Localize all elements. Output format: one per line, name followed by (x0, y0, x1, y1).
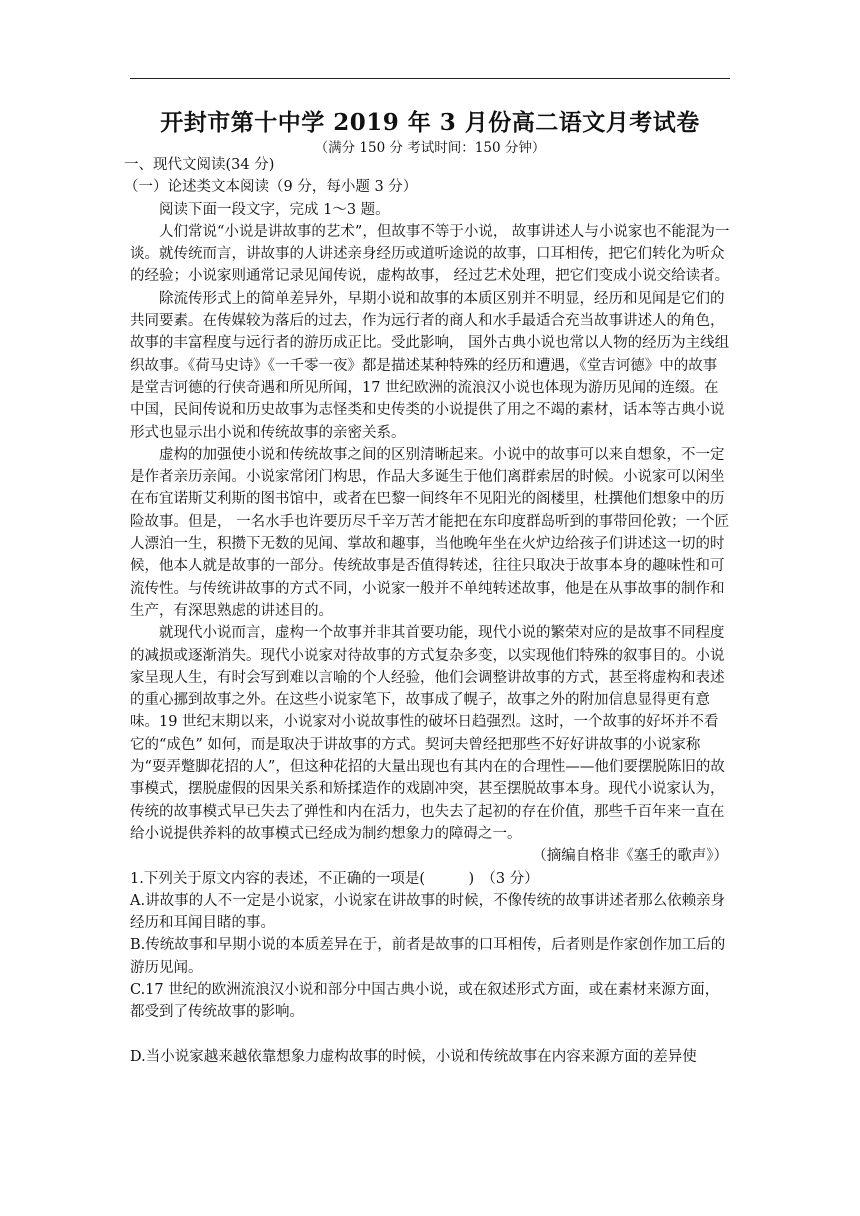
passage-paragraph-3: 虚构的加强使小说和传统故事之间的区别清晰起来。小说中的故事可以来自想象，不一定是作者亲历亲闻。小说家常闭门构思，作品大多诞生于他们离群索居的时候。小说家可以闲坐在布宜诺斯艾利斯的图书馆中，或者在巴黎一间终年不见阳光的阁楼里，杜撰他们想象中的历险故事。但是， 一名水手也许要历尽千辛万苦才能把在东印度群岛听到的事带回伦敦；一个匠人漂泊一生，积攒下无数的见闻、掌故和趣事，当他晚年坐在火炉边给孩子们讲述这一切的时候，他本人就是故事的一部分。传统故事是否值得转述，往往只取决于故事本身的趣味性和可流传性。与传统讲故事的方式不同，小说家一般并不单纯转述故事，他是在从事故事的制作和生产，有深思熟虑的讲述目的。 (130, 446, 730, 619)
exam-subtitle: （满分 150 分 考试时间：150 分钟） (314, 140, 546, 156)
question-1-option-c: C.17 世纪的欧洲流浪汉小说和部分中国古典小说，或在叙述形式方面，或在素材来源方面，都受到了传统故事的影响。 (130, 981, 720, 1021)
section-subheading: （一）论述类文本阅读（9 分，每小题 3 分） (124, 179, 418, 196)
question-1-stem: 1.下列关于原文内容的表述，不正确的一项是( ) （3 分） (130, 870, 539, 887)
reading-instruction: 阅读下面一段文字，完成 1～3 题。 (159, 201, 390, 218)
question-1-option-b: B.传统故事和早期小说的本质差异在于，前者是故事的口耳相传，后者则是作家创作加工后的游历见闻。 (130, 937, 726, 976)
passage-paragraph-1: 人们常说“小说是讲故事的艺术”，但故事不等于小说， 故事讲述人与小说家也不能混为一谈。就传统而言，讲故事的人讲述亲身经历或道听途说的故事，口耳相传，把它们转化为听众的经验；小说家则通常记录见闻传说，虚构故事， 经过艺术处理，把它们变成小说交给读者。 (130, 223, 730, 285)
blank-line (130, 1024, 730, 1046)
question-1-option-d: D.当小说家越来越依靠想象力虚构故事的时候，小说和传统故事在内容来源方面的差异使 (130, 1048, 697, 1065)
exam-title: 开封市第十中学 2019 年 3 月份高二语文月考试卷 (160, 109, 700, 136)
passage-paragraph-4: 就现代小说而言，虚构一个故事并非其首要功能，现代小说的繁荣对应的是故事不同程度的减损或逐渐消失。现代小说家对待故事的方式复杂多变，以实现他们特殊的叙事目的。小说家呈现人生，有时会写到难以言喻的个人经验，他们会调整讲故事的方式，甚至将虚构和表述的重心挪到故事之外。在这些小说家笔下，故事成了幌子，故事之外的附加信息显得更有意味。19 世纪末期以来，小说家对小说故事性的破坏日趋强烈。这时，一个故事的好坏并不看它的“成色” 如何，而是取决于讲故事的方式。契诃夫曾经把那些不好好讲故事的小说家称为“耍弄蹩脚花招的人”，但这种花招的大量出现也有其内在的合理性——他们要摆脱陈旧的故事模式，摆脱虚假的因果关系和矫揉造作的戏剧冲突，甚至摆脱故事本身。现代小说家认为，传统的故事模式早已失去了弹性和内在活力，也失去了起初的存在价值，那些千百年来一直在给小说提供养料的故事模式已经成为制约想象力的障碍之一。 (130, 625, 725, 842)
passage-paragraph-2: 除流传形式上的简单差异外，早期小说和故事的本质区别并不明显，经历和见闻是它们的共同要素。在传媒较为落后的过去，作为远行者的商人和水手最适合充当故事讲述人的角色，故事的丰富程度与远行者的游历成正比。受此影响， 国外古典小说也常以人物的经历为主线组织故事。《荷马史诗》《一千零一夜》都是描述某种特殊的经历和遭遇，《堂吉诃德》中的故事是堂吉诃德的行侠奇遇和所见所闻，17 世纪欧洲的流浪汉小说也体现为游历见闻的连缀。在中国，民间传说和历史故事为志怪类和史传类的小说提供了用之不竭的素材，话本等古典小说形式也显示出小说和传统故事的亲密关系。 (130, 290, 730, 441)
question-1-option-a: A.讲故事的人不一定是小说家，小说家在讲故事的时候，不像传统的故事讲述者那么依赖亲身经历和耳闻目睹的事。 (130, 892, 726, 932)
passage-source: （摘编自格非《塞壬的歌声》） (532, 848, 728, 865)
header-rule (130, 78, 730, 79)
exam-content (124, 154, 730, 1068)
section-heading: 一、现代文阅读(34 分) (124, 157, 275, 173)
